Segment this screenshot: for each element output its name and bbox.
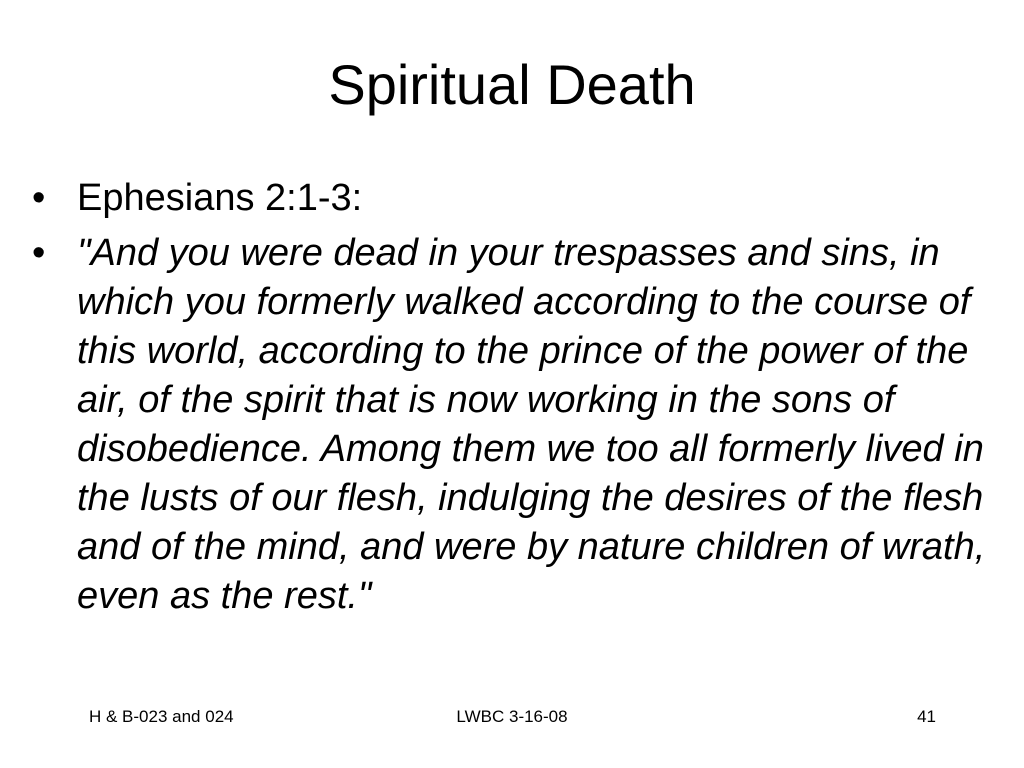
footer-left: H & B-023 and 024: [89, 707, 234, 726]
bullet-item-quote: [32, 229, 1002, 621]
footer-center: LWBC 3-16-08: [456, 707, 568, 726]
slide-title: Spiritual Death: [328, 53, 696, 116]
bullet-list: [32, 174, 1002, 627]
bullet-text-quote: "And you were dead in your trespasses and sins, in which you formerly walked according to the course of this world, according to the prince of the power of the air, of the spirit that is now working in the sons of disobedience. Among them we too all formerly lived in the lusts of our flesh, indulging the desires of the flesh and of the mind, and were by nature children of wrath, even as the rest.": [77, 232, 986, 617]
bullet-marker: •: [32, 232, 46, 274]
bullet-item-reference: [32, 174, 1002, 223]
slide-number: 41: [917, 707, 936, 726]
bullet-marker: •: [32, 177, 46, 219]
bullet-text-reference: Ephesians 2:1-3:: [77, 177, 363, 219]
